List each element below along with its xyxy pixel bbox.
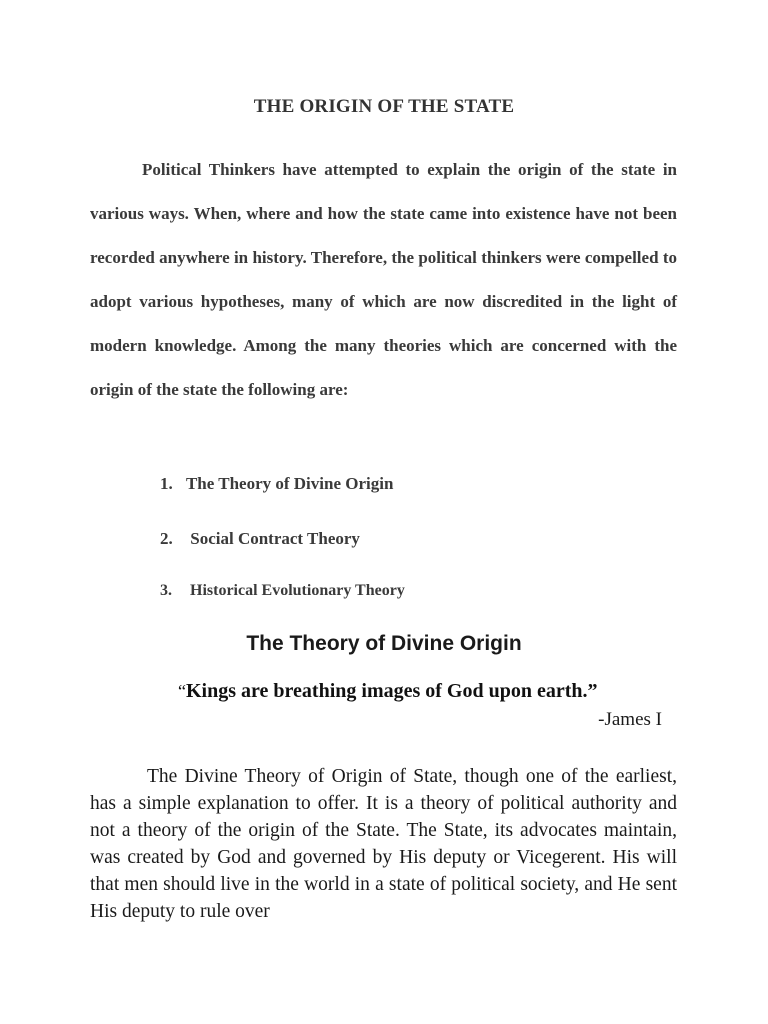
theory-list-item xyxy=(160,529,360,549)
theory-label: The Theory of Divine Origin xyxy=(185,474,394,493)
document-title: THE ORIGIN OF THE STATE xyxy=(253,96,515,117)
body-paragraph: The Divine Theory of Origin of State, though one of the earliest, has a simple explanation to offer. It is a theory of political authority and not a theory of the origin of the State. The State, its advocates maintain, was created by God and governed by His deputy or Vicegerent. His will that men should live in the world in a state of political society, and He sent His deputy to rule over xyxy=(90,766,677,922)
theory-number: 3. xyxy=(160,582,172,599)
theory-label: Historical Evolutionary Theory xyxy=(190,582,405,599)
section-heading: The Theory of Divine Origin xyxy=(246,632,522,655)
theory-number: 2. xyxy=(160,529,173,548)
quote xyxy=(178,680,598,703)
quote-open-mark: “ xyxy=(178,681,186,701)
theory-label: Social Contract Theory xyxy=(190,529,360,548)
theory-list-item xyxy=(160,474,393,494)
theory-list-item xyxy=(160,582,405,600)
theory-number: 1. xyxy=(160,474,173,493)
intro-paragraph: Political Thinkers have attempted to explain the origin of the state in various ways. When, where and how the state came into existence have not been recorded anywhere in history. Therefore, the political thinkers were compelled to adopt various hypotheses, many of which are now discredited in the light of modern knowledge. Among the many theories which are concerned with the origin of the state the following are: xyxy=(90,160,677,399)
quote-attribution: -James I xyxy=(598,709,662,730)
quote-text: Kings are breathing images of God upon earth.” xyxy=(186,680,598,702)
